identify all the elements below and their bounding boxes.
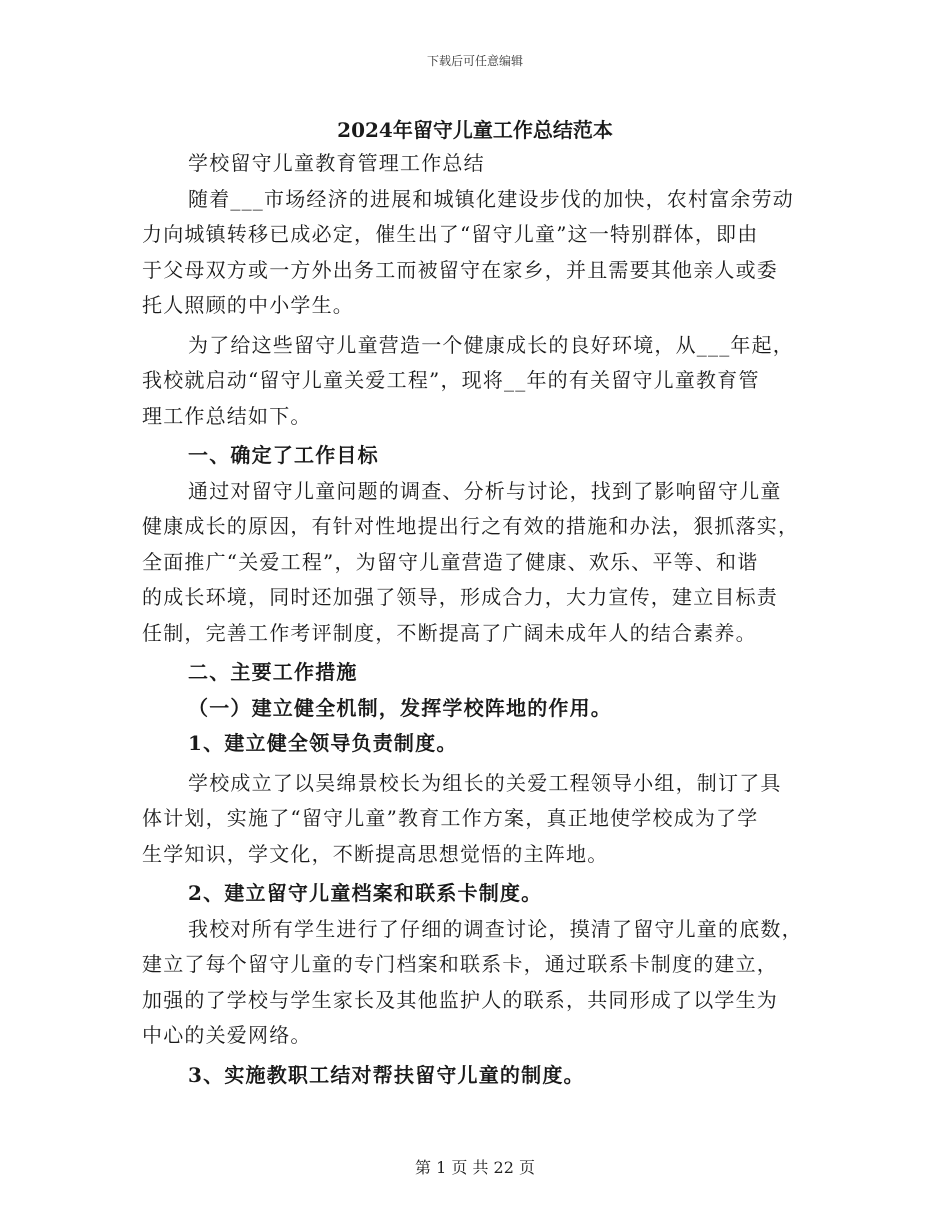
paragraph-line: 健康成长的原因，有针对性地提出行之有效的措施和办法，狠抓落实， [142,514,800,538]
document-body [142,146,812,1093]
paragraph-line: 全面推广“关爱工程”，为留守儿童营造了健康、欢乐、平等、和谐 [142,549,759,574]
item-heading: 1、建立健全领导负责制度。 [188,731,458,755]
page-header-note: 下载后可任意编辑 [426,54,523,68]
document-title: 2024年留守儿童工作总结范本 [337,118,613,142]
paragraph-line: 建立了每个留守儿童的专门档案和联系卡，通过联系卡制度的建立， [142,952,778,976]
paragraph-line: 我校对所有学生进行了仔细的调查讨论，摸清了留守儿童的底数， [188,916,803,941]
subtitle-line: 学校留守儿童教育管理工作总结 [188,151,485,175]
paragraph-line: 托人照顾的中小学生。 [142,293,354,317]
paragraph-line: 任制，完善工作考评制度，不断提高了广阔未成年人的结合素养。 [142,620,757,645]
paragraph-line: 力向城镇转移已成必定，催生出了“留守儿童”这一特别群体，即由 [142,222,759,246]
subsection-heading: （一）建立健全机制，发挥学校阵地的作用。 [188,695,612,720]
paragraph-line: 理工作总结如下。 [142,403,312,428]
item-heading: 2、建立留守儿童档案和联系卡制度。 [188,881,543,905]
paragraph-line: 生学知识，学文化，不断提高思想觉悟的主阵地。 [142,841,609,866]
page-footer: 第 1 页 共 22 页 [415,1158,535,1177]
paragraph-line: 体计划，实施了“留守儿童”教育工作方案，真正地使学校成为了学 [142,806,759,830]
item-heading: 3、实施教职工结对帮扶留守儿童的制度。 [188,1062,585,1087]
paragraph-line: 学校成立了以吴绵景校长为组长的关爱工程领导小组，制订了具 [188,770,782,795]
section-heading: 一、确定了工作目标 [188,443,379,467]
paragraph-line: 中心的关爱网络。 [142,1023,312,1047]
paragraph-line: 为了给这些留守儿童营造一个健康成长的良好环境，从___年起， [188,332,794,357]
section-heading: 二、主要工作措施 [188,660,358,684]
paragraph-line: 通过对留守儿童问题的调查、分析与讨论，找到了影响留守儿童 [188,478,782,503]
paragraph-line: 随着___市场经济的进展和城镇化建设步伐的加快，农村富余劳动 [188,186,794,211]
paragraph-line: 我校就启动“留守儿童关爱工程”，现将__年的有关留守儿童教育管 [142,368,760,392]
paragraph-line: 的成长环境，同时还加强了领导，形成合力，大力宣传，建立目标责 [142,585,778,609]
paragraph-line: 加强的了学校与学生家长及其他监护人的联系，共同形成了以学生为 [142,987,778,1012]
paragraph-line: 于父母双方或一方外出务工而被留守在家乡，并且需要其他亲人或委 [142,257,778,282]
